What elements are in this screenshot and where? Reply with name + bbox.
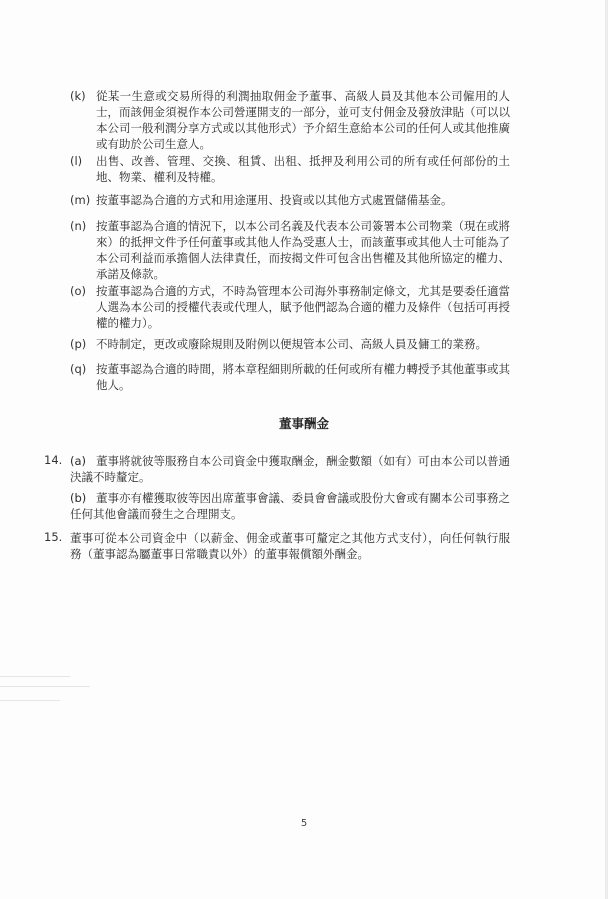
clause-label: (n) [70, 219, 87, 233]
clause-label: (k) [70, 89, 86, 103]
article-14-number: 14. [44, 453, 63, 467]
clause-label: (o) [70, 284, 87, 298]
clause-text: 董事亦有權獲取彼等因出席董事會議、委員會會議或股份大會或有關本公司事務之任何其他會議而發生之合理開支。 [70, 491, 510, 521]
page-number: 5 [300, 818, 308, 829]
article-14-a: (a) 董事將就彼等服務自本公司資金中獲取酬金，酬金數額（如有）可由本公司以普通決議不時釐定。 [70, 454, 510, 484]
clause-label: (p) [70, 337, 87, 351]
scan-artifact [0, 686, 90, 687]
clause-text: 按董事認為合適的情況下，以本公司名義及代表本公司簽署本公司物業（現在或將來）的抵押文件予任何董事或其他人作為受惠人士，而該董事或其他人士可能為了本公司利益而承擔個人法律責任，而按揭文件可包含出售權及其他所協定的權力、承諾及條款。 [96, 219, 510, 281]
clause-text: 按董事認為合適的方式，不時為管理本公司海外事務制定條文，尤其是要委任適當人選為本公司的授權代表或代理人，賦予他們認為合適的權力及條件（包括可再授權的權力）。 [96, 284, 510, 330]
clause-text: 出售、改善、管理、交換、租賃、出租、抵押及利用公司的所有或任何部份的土地、物業、權利及特權。 [96, 154, 510, 184]
article-15-text: 董事可從本公司資金中（以薪金、佣金或董事可釐定之其他方式支付），向任何執行服務（董事認為屬董事日常職責以外）的董事報償額外酬金。 [70, 531, 510, 561]
article-14-b [70, 490, 510, 522]
clause-text: 按董事認為合適的方式和用途運用、投資或以其他方式處置儲備基金。 [96, 193, 453, 207]
scan-artifact [0, 700, 60, 701]
clause-label: (l) [70, 154, 83, 168]
clause-text: 按董事認為合適的時間，將本章程細則所載的任何或所有權力轉授予其他董事或其他人。 [96, 362, 510, 392]
clause-text: 從某一生意或交易所得的利潤抽取佣金予董事、高級人員及其他本公司僱用的人士，而該佣金須視作本公司營運開支的一部分，並可支付佣金及發放津貼（可以以本公司一般利潤分享方式或以其他形式）予介紹生意給本公司的任何人或其他推廣或有助於公司生意人。 [96, 89, 510, 151]
scan-artifact [0, 676, 70, 677]
clause-label: (b) [70, 491, 87, 505]
article-15-number: 15. [44, 530, 63, 544]
clause-text: 董事將就彼等服務自本公司資金中獲取酬金，酬金數額（如有）可由本公司以普通決議不時釐定。 [70, 454, 510, 484]
clause-label: (q) [70, 362, 87, 376]
clause-text: 不時制定，更改或廢除規則及附例以便規管本公司、高級人員及傭工的業務。 [96, 337, 487, 351]
clause-label: (m) [70, 193, 91, 207]
section-heading: 董事酬金 [278, 416, 329, 431]
